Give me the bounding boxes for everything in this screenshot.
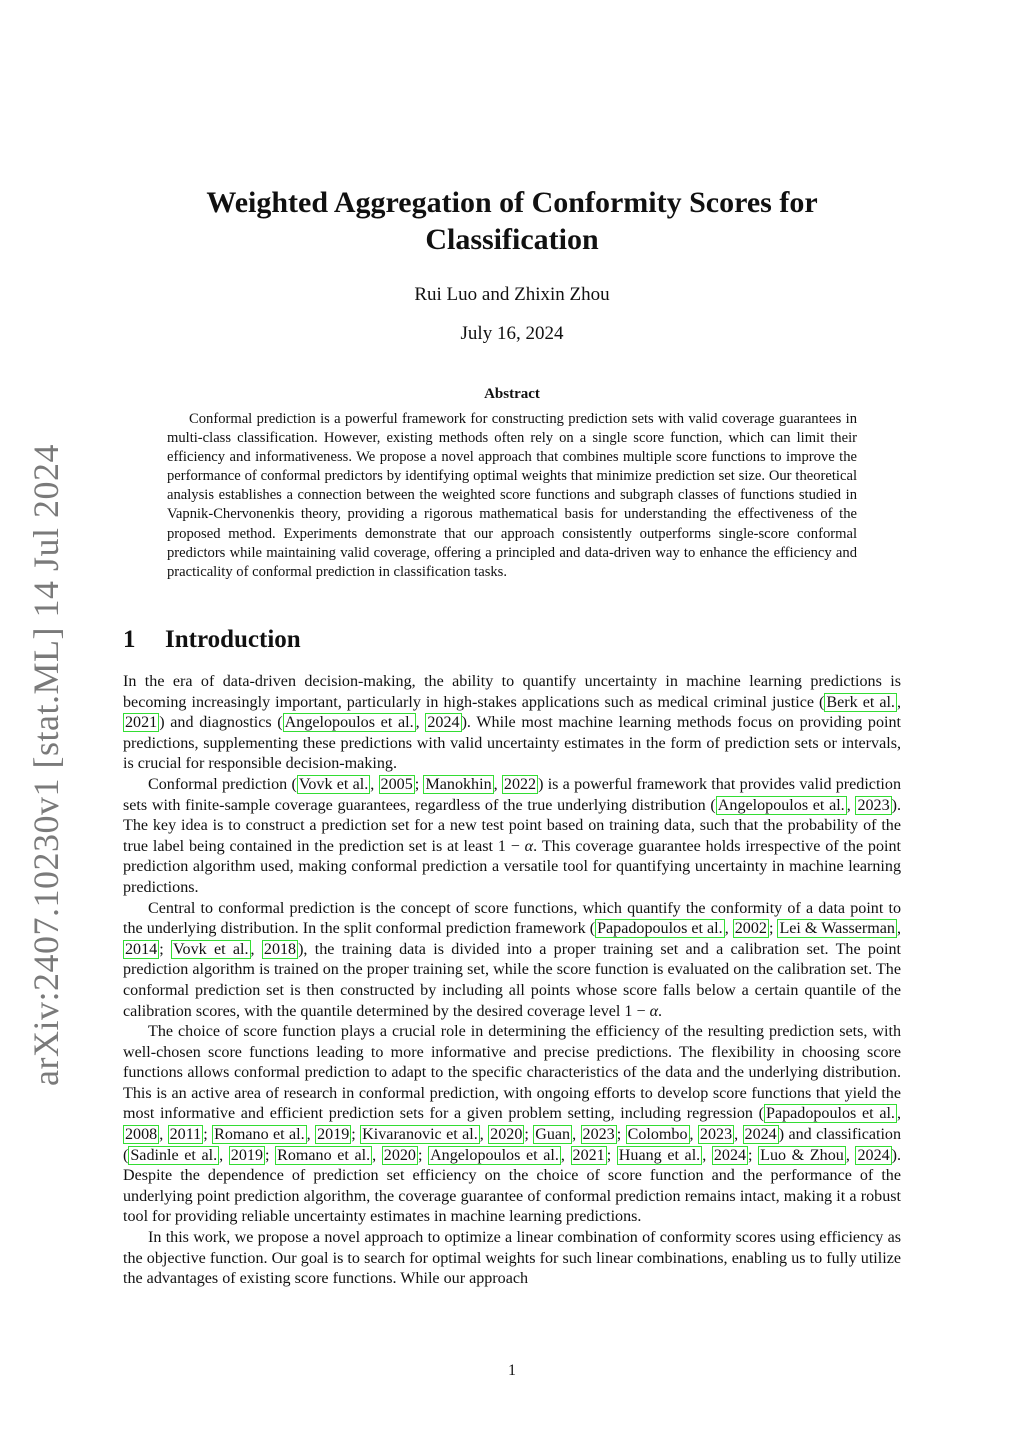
text-run: , (896, 693, 901, 711)
text-run: , (896, 920, 902, 938)
citation-link[interactable]: Sadinle et al. (130, 1146, 218, 1164)
text-run: , (372, 1146, 382, 1164)
citation-link[interactable]: 2023 (857, 796, 890, 814)
citation-link[interactable]: 2020 (490, 1126, 523, 1144)
section-number: 1 (123, 626, 136, 653)
citation-link[interactable]: 2002 (734, 920, 767, 938)
text-run: , (724, 920, 733, 938)
citation-link[interactable]: Colombo (627, 1126, 688, 1144)
paper-title: Weighted Aggregation of Conformity Scores for Classification (206, 186, 818, 256)
text-run: ; (524, 1126, 534, 1144)
page-number: 1 (508, 1362, 516, 1379)
text-run: ) is a powerful framework that provides valid prediction sets with finite-sample coverage guarantees, regardless of the true underlying distribution ( (123, 775, 901, 814)
text-run: ; (417, 1146, 429, 1164)
citation-link[interactable]: 2019 (317, 1126, 350, 1144)
paper-authors: Rui Luo and Zhixin Zhou (414, 284, 610, 305)
section-heading (123, 626, 301, 654)
text-run: ; (203, 1126, 213, 1144)
text-run: ; (264, 1146, 276, 1164)
text-run: , (734, 1126, 743, 1144)
text-run: ; (159, 940, 171, 958)
text-run: ). While most machine learning methods focus on providing point predictions, supplementing these predictions with valid uncertainty estimates in the form of prediction sets or intervals, is crucial for responsible decision-making. (123, 714, 901, 773)
text-run: ). The key idea is to construct a prediction set for a new test point based on training data, such that the probability of the true label being contained in the prediction set is at least 1 − (123, 796, 902, 855)
introduction-body (123, 672, 901, 1290)
text-run: , (415, 714, 426, 732)
text-run: , (159, 1126, 168, 1144)
text-run: , (493, 775, 502, 793)
citation-link[interactable]: Lei & Wasserman (779, 920, 895, 938)
citation-link[interactable]: 2024 (427, 714, 460, 732)
text-run: In the era of data-driven decision-making, the ability to quantify uncertainty in machine learning predictions is becoming increasingly important, particularly in high-stakes applications such as medical criminal justice ( (123, 673, 901, 711)
text-run: ; (414, 775, 424, 793)
text-run: ; (606, 1146, 617, 1164)
paragraph (123, 672, 901, 775)
text-run: , (572, 1126, 581, 1144)
citation-link[interactable]: Kivaranovic et al. (362, 1126, 478, 1144)
text-run: ), the training data is divided into a proper training set and a calibration set. The point prediction algorithm is trained on the proper training set, while the score function is evaluated on the calibration set. The conformal prediction set is then constructed by including all points whose score falls below a certain quantile of the calibration scores, with the quantile determined by the desired coverage level 1 − (123, 940, 901, 1020)
citation-link[interactable]: 2023 (582, 1126, 615, 1144)
citation-link[interactable]: Papadopoulos et al. (597, 920, 723, 938)
arxiv-identifier-stamp: arXiv:2407.10230v1 [stat.ML] 14 Jul 2024 (26, 444, 66, 1086)
citation-link[interactable]: 2008 (125, 1126, 158, 1144)
text-run: , (370, 775, 379, 793)
citation-link[interactable]: 2024 (744, 1126, 777, 1144)
citation-link[interactable]: Angelopoulos et al. (430, 1146, 559, 1164)
text-run: ; (748, 1146, 759, 1164)
text-run: , (306, 1126, 316, 1144)
text-run: , (689, 1126, 698, 1144)
citation-link[interactable]: Angelopoulos et al. (717, 796, 845, 814)
abstract-heading: Abstract (484, 386, 540, 402)
citation-link[interactable]: Guan (535, 1126, 571, 1144)
text-run: ; (351, 1126, 361, 1144)
text-run: ; (616, 1126, 626, 1144)
text-run: , (896, 1105, 901, 1123)
citation-link[interactable]: 2022 (503, 775, 537, 793)
text-run: ) and diagnostics ( (159, 714, 283, 732)
text-run: , (702, 1146, 712, 1164)
citation-link[interactable]: Huang et al. (618, 1146, 701, 1164)
citation-link[interactable]: Papadopoulos et al. (766, 1105, 895, 1123)
paragraph (123, 899, 901, 1023)
section-title: Introduction (165, 626, 301, 653)
citation-link[interactable]: 2023 (699, 1126, 733, 1144)
citation-link[interactable]: 2020 (383, 1146, 416, 1164)
math-alpha: α (649, 1002, 659, 1020)
citation-link[interactable]: 2005 (380, 775, 413, 793)
citation-link[interactable]: 2018 (263, 940, 297, 958)
text-run: ; (768, 920, 778, 938)
text-run: , (479, 1126, 489, 1144)
paragraph (123, 1022, 901, 1228)
text-run: , (219, 1146, 229, 1164)
citation-link[interactable]: 2021 (572, 1146, 605, 1164)
citation-link[interactable]: Angelopoulos et al. (284, 714, 414, 732)
text-run: Conformal prediction ( (148, 775, 297, 793)
citation-link[interactable]: Vovk et al. (298, 775, 369, 793)
text-run: , (560, 1146, 571, 1164)
paper-date: July 16, 2024 (460, 323, 564, 344)
paragraph (123, 775, 901, 899)
citation-link[interactable]: Vovk et al. (172, 940, 249, 958)
text-run: Central to conformal prediction is the concept of score functions, which quantify the conformity of a data point to the underlying distribution. In the split conformal prediction framework ( (123, 899, 901, 938)
citation-link[interactable]: Berk et al. (826, 693, 895, 711)
citation-link[interactable]: 2021 (125, 714, 158, 732)
text-run: , (846, 796, 856, 814)
text-run: . This coverage guarantee holds irrespective of the point prediction algorithm used, making conformal prediction a versatile tool for quantifying uncertainty in machine learning predictions. (123, 837, 902, 896)
citation-link[interactable]: Luo & Zhou (760, 1146, 844, 1164)
citation-link[interactable]: Romano et al. (277, 1146, 371, 1164)
citation-link[interactable]: 2011 (169, 1126, 202, 1144)
paragraph: In this work, we propose a novel approach to optimize a linear combination of conformity scores using efficiency as the objective function. Our goal is to search for optimal weights for such linear combinations, enabling us to fully utilize the advantages of existing score functions. While our approach (123, 1229, 901, 1288)
text-run: The choice of score function plays a crucial role in determining the efficiency of the resulting prediction sets, with well-chosen score functions leading to more informative and precise predictions. The flexibility in choosing score functions allows conformal prediction to adapt to the specific characteristics of the data and the underlying distribution. This is an active area of research in conformal prediction, with ongoing efforts to develop score functions that yield the most informative and efficient prediction sets for a given problem setting, including regression ( (123, 1023, 901, 1123)
citation-link[interactable]: Romano et al. (214, 1126, 305, 1144)
citation-link[interactable]: 2019 (230, 1146, 263, 1164)
text-run: , (845, 1146, 856, 1164)
text-run: ) and classification ( (123, 1126, 902, 1164)
math-alpha: α (524, 837, 534, 855)
citation-link[interactable]: Manokhin (425, 775, 492, 793)
citation-link[interactable]: 2024 (857, 1146, 890, 1164)
citation-link[interactable]: 2024 (713, 1146, 747, 1164)
text-run: . (658, 1002, 663, 1020)
text-run: , (250, 940, 262, 958)
citation-link[interactable]: 2014 (125, 940, 158, 958)
abstract-text: Conformal prediction is a powerful framework for constructing prediction sets with valid coverage guarantees in multi-class classification. However, existing methods often rely on a single score function, which can limit their efficiency and informativeness. We propose a novel approach that combines multiple score functions to improve the performance of conformal predictors by identifying optimal weights that minimize prediction set size. Our theoretical analysis establishes a connection between the weighted score functions and subgraph classes of functions studied in Vapnik-Chervonenkis theory, providing a rigorous mathematical basis for understanding the effectiveness of the proposed method. Experiments demonstrate that our approach consistently outperforms single-score conformal predictors while maintaining valid coverage, offering a principled and data-driven way to enhance the efficiency and practicality of conformal prediction in classification tasks. (167, 411, 857, 580)
text-run: ). Despite the dependence of prediction set efficiency on the choice of score function and the performance of the underlying point prediction algorithm, the coverage guarantee of conformal prediction remains intact, making it a robust tool for providing reliable uncertainty estimates in machine learning predictions. (123, 1146, 902, 1226)
